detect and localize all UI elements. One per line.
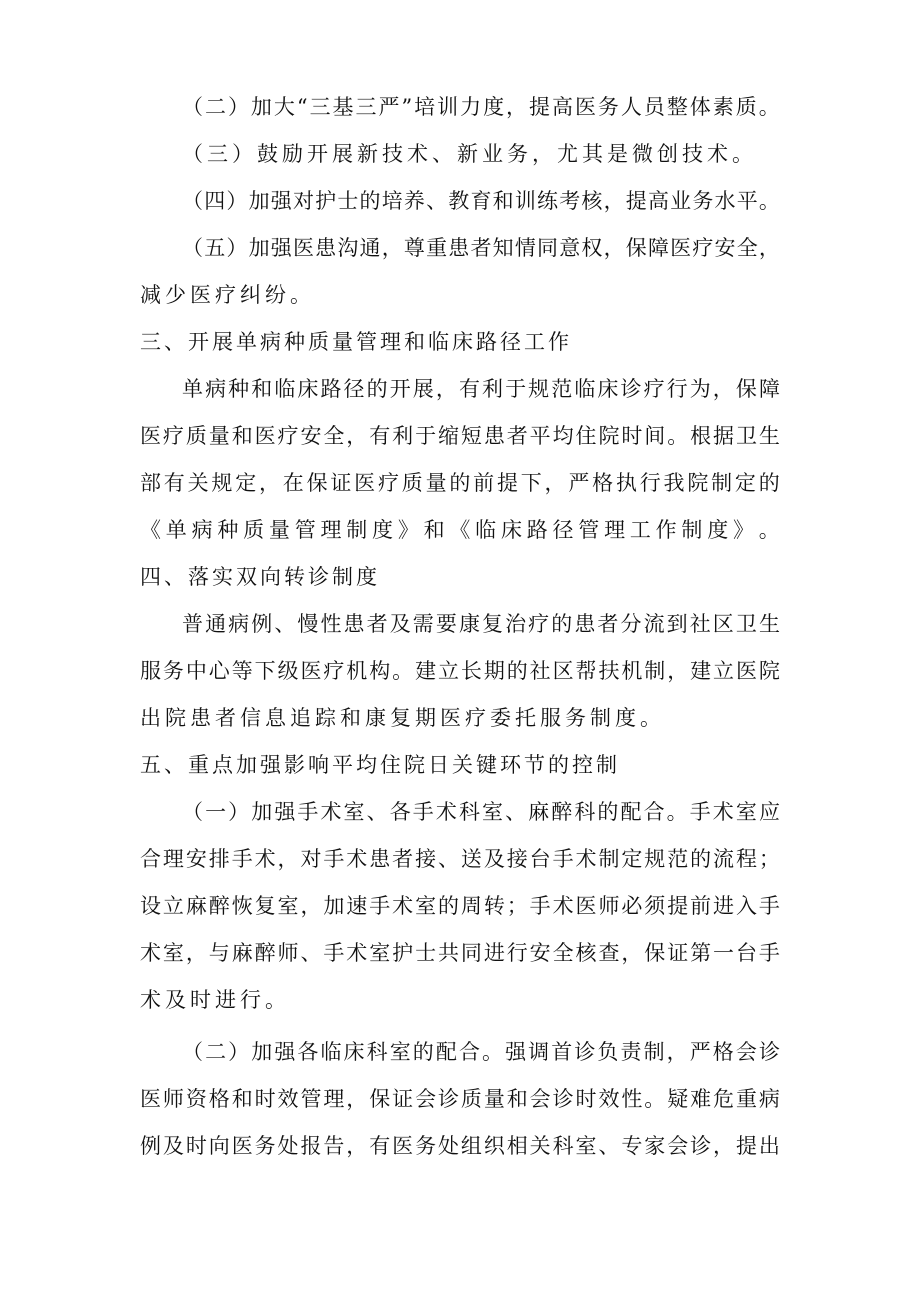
text-line — [140, 930, 780, 977]
text-line — [140, 836, 780, 883]
text-line — [140, 789, 780, 836]
text-line — [140, 413, 780, 460]
text-line — [140, 648, 780, 695]
line-text: 《 单 病 种 质 量 管 理 制 度 》 和 《 临 床 路 径 管 理 工 作 制 度 》 。 — [140, 518, 780, 542]
line-text: 术 室 ， 与 麻 醉 师 、 手 术 室 护 士 共 同 进 行 安 全 核 查 ， 保 证 第 一 台 手 — [140, 941, 780, 965]
line-text: （ 四 ） 加 强 对 护 士 的 培 养 、 教 育 和 训 练 考 核 ， 提 高 业 务 水 平 。 — [182, 189, 780, 213]
section-heading: 三、开展单病种质量管理和临床路径工作 — [140, 330, 572, 354]
line-text: 例 及 时 向 医 务 处 报 告 ， 有 医 务 处 组 织 相 关 科 室 、 专 家 会 诊 ， 提 出 — [140, 1134, 780, 1158]
text-line — [140, 460, 780, 507]
text-line — [140, 1123, 780, 1170]
line-text: 单 病 种 和 临 床 路 径 的 开 展 ， 有 利 于 规 范 临 床 诊 疗 行 为 ， 保 障 — [182, 377, 780, 401]
line-text: （ 二 ） 加 大 “ 三 基 三 严 ” 培 训 力 度 ， 提 高 医 务 人 员 整 体 素 质 。 — [182, 95, 780, 119]
text-line — [140, 84, 780, 131]
text-line — [140, 178, 780, 225]
text-line: 术及时进行。 — [140, 988, 290, 1012]
text-line — [140, 601, 780, 648]
text-line — [140, 1029, 780, 1076]
line-text: 设 立 麻 醉 恢 复 室 ， 加 速 手 术 室 的 周 转 ； 手 术 医 师 必 须 提 前 进 入 手 — [140, 894, 780, 918]
text-line: 减少医疗纠纷。 — [140, 283, 315, 307]
line-text: （ 一 ） 加 强 手 术 室 、 各 手 术 科 室 、 麻 醉 科 的 配 合 。 手 术 室 应 — [182, 800, 780, 824]
line-text: 部 有 关 规 定 ， 在 保 证 医 疗 质 量 的 前 提 下 ， 严 格 执 行 我 院 制 定 的 — [140, 471, 780, 495]
text-line: （三）鼓励开展新技术、新业务，尤其是微创技术。 — [182, 142, 757, 166]
text-line — [140, 225, 780, 272]
text-line — [140, 883, 780, 930]
line-text: 合 理 安 排 手 术 ， 对 手 术 患 者 接 、 送 及 接 台 手 术 制 定 规 范 的 流 程 ； — [140, 847, 780, 871]
section-heading: 五、重点加强影响平均住院日关键环节的控制 — [140, 753, 620, 777]
line-text: 医 疗 质 量 和 医 疗 安 全 ， 有 利 于 缩 短 患 者 平 均 住 院 时 间 。 根 据 卫 生 — [140, 424, 780, 448]
text-line — [140, 366, 780, 413]
line-text: 医 师 资 格 和 时 效 管 理 ， 保 证 会 诊 质 量 和 会 诊 时 效 性 。 疑 难 危 重 病 — [140, 1087, 780, 1111]
text-line — [140, 1076, 780, 1123]
line-text: （ 五 ） 加 强 医 患 沟 通 ， 尊 重 患 者 知 情 同 意 权 ， 保 障 医 疗 安 全 ， — [182, 236, 780, 260]
line-text: 服 务 中 心 等 下 级 医 疗 机 构 。 建 立 长 期 的 社 区 帮 扶 机 制 ， 建 立 医 院 — [140, 659, 780, 683]
document-page — [140, 84, 780, 1170]
line-text: 普 通 病 例 、 慢 性 患 者 及 需 要 康 复 治 疗 的 患 者 分 流 到 社 区 卫 生 — [182, 612, 780, 636]
line-text: （ 二 ） 加 强 各 临 床 科 室 的 配 合 。 强 调 首 诊 负 责 制 ， 严 格 会 诊 — [182, 1040, 780, 1064]
text-line — [140, 507, 780, 554]
section-heading: 四、落实双向转诊制度 — [140, 565, 380, 589]
text-line: 出院患者信息追踪和康复期医疗委托服务制度。 — [140, 706, 665, 730]
